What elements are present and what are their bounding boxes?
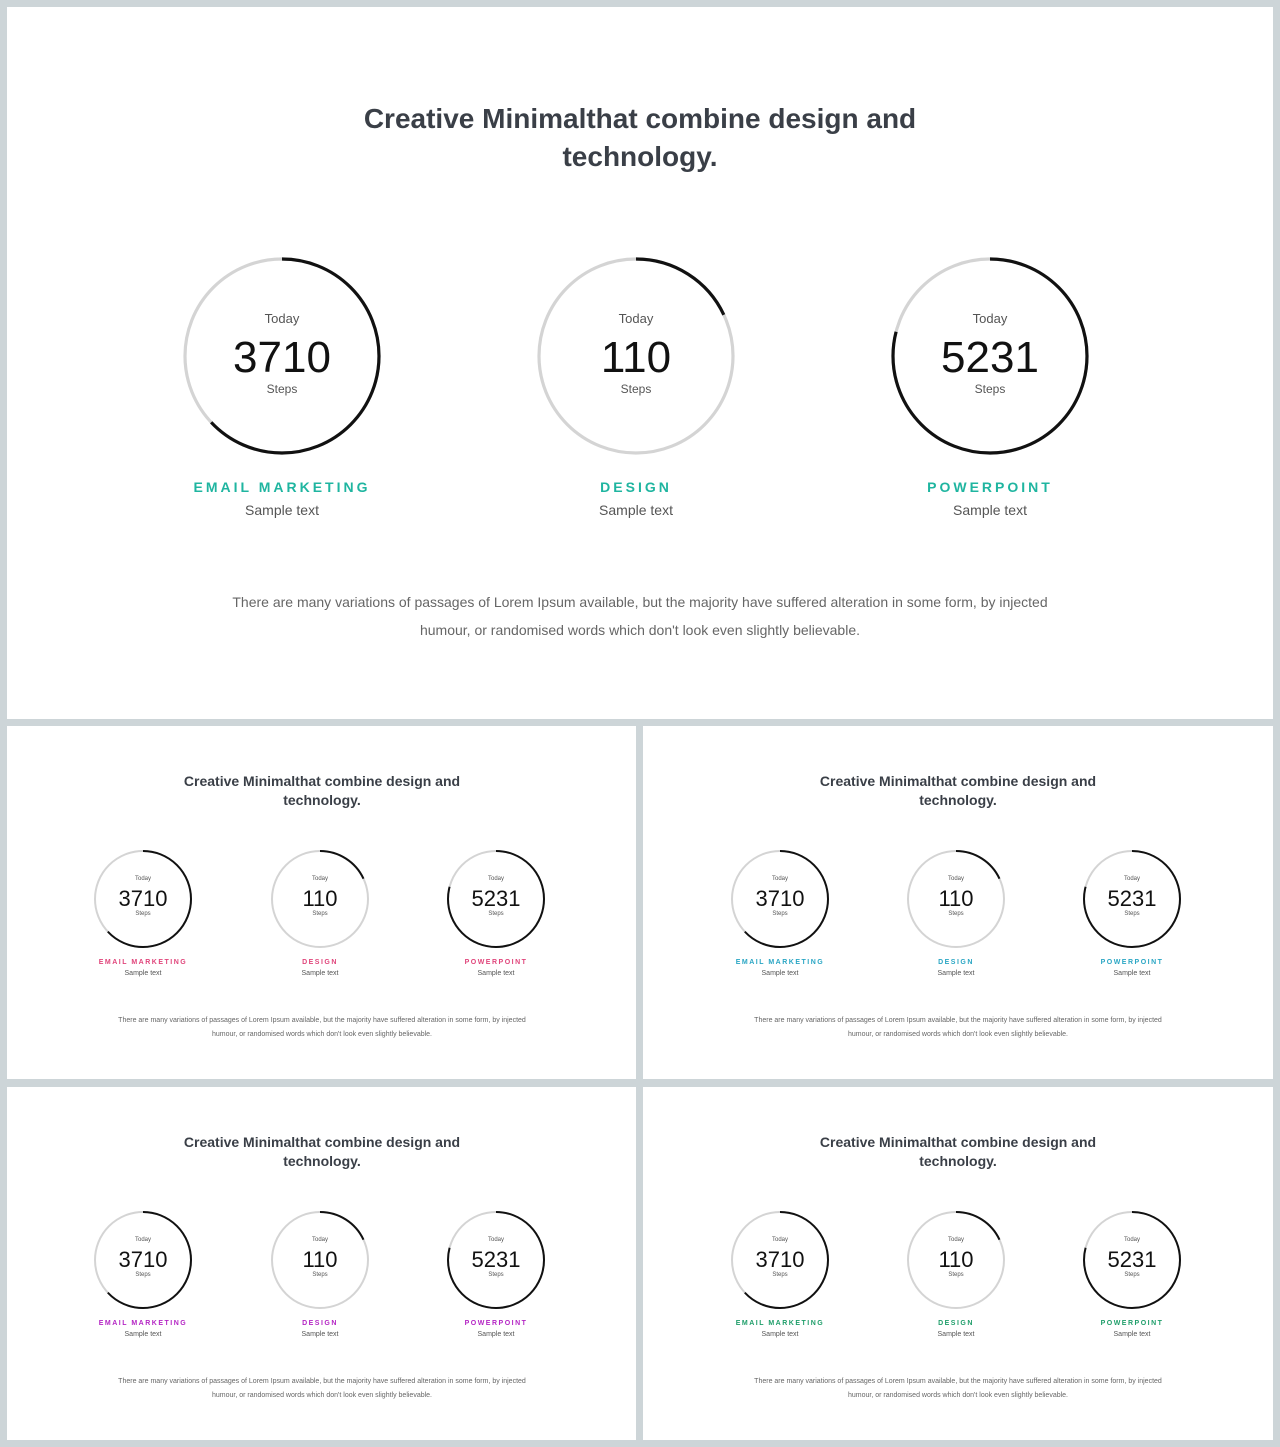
stat-sample-text: Sample text	[245, 502, 319, 518]
stat-sample-text: Sample text	[937, 970, 975, 977]
stat-sample-text: Sample text	[937, 1331, 975, 1338]
stat-value: 110	[600, 333, 672, 382]
stat-value: 5231	[1107, 1247, 1157, 1272]
stat-sample-text: Sample text	[761, 1331, 799, 1338]
stat-email-marketing	[93, 849, 193, 984]
stat-sample-text: Sample text	[124, 970, 162, 977]
stat-category: DESIGN	[938, 1320, 974, 1327]
stat-powerpoint	[446, 849, 546, 984]
stat-unit-label: Steps	[948, 911, 964, 917]
stat-unit-label: Steps	[488, 911, 504, 917]
stat-sample-text: Sample text	[301, 970, 339, 977]
stat-unit-label: Steps	[135, 911, 151, 917]
stat-period-label: Today	[947, 876, 964, 882]
stat-value: 3710	[233, 333, 331, 382]
stat-powerpoint	[890, 256, 1090, 526]
stat-unit-label: Steps	[135, 1272, 151, 1278]
stat-category: POWERPOINT	[464, 1320, 528, 1327]
stat-category: EMAIL MARKETING	[193, 479, 371, 495]
stat-design	[906, 1210, 1006, 1345]
slide-title-line: Creative Minimalthat combine design and	[819, 1134, 1097, 1150]
stat-design	[270, 1210, 370, 1345]
slide-title	[107, 1133, 537, 1171]
stat-sample-text: Sample text	[599, 502, 673, 518]
stat-period-label: Today	[618, 311, 654, 326]
body-text-line: humour, or randomised words which don't look even slightly believable.	[211, 1031, 432, 1038]
stat-value: 110	[302, 886, 338, 911]
stat-period-label: Today	[947, 1237, 964, 1243]
stat-powerpoint	[446, 1210, 546, 1345]
slide-title-line: technology.	[919, 1153, 997, 1169]
stat-unit-label: Steps	[312, 911, 328, 917]
stat-period-label: Today	[1123, 876, 1140, 882]
stat-value: 110	[302, 1247, 338, 1272]
stat-category: POWERPOINT	[1100, 1320, 1164, 1327]
stat-sample-text: Sample text	[1113, 970, 1151, 977]
stat-sample-text: Sample text	[1113, 1331, 1151, 1338]
slide-title	[290, 100, 990, 176]
stat-value: 5231	[941, 333, 1039, 382]
stat-unit-label: Steps	[1124, 1272, 1140, 1278]
stat-period-label: Today	[134, 1237, 151, 1243]
body-text-line: humour, or randomised words which don't look even slightly believable.	[847, 1392, 1068, 1399]
slide-thumbnail-green[interactable]	[643, 1087, 1273, 1440]
body-text-line: humour, or randomised words which don't look even slightly believable.	[419, 622, 861, 638]
stat-category: DESIGN	[600, 479, 672, 495]
stat-value: 5231	[471, 886, 521, 911]
body-text-line: There are many variations of passages of Lorem Ipsum available, but the majority have suffered alteration in some form, by injected	[118, 1017, 526, 1024]
slide-thumbnail-teal[interactable]	[643, 726, 1273, 1079]
stat-category: EMAIL MARKETING	[735, 1320, 825, 1327]
stat-period-label: Today	[311, 1237, 328, 1243]
stat-period-label: Today	[771, 1237, 788, 1243]
slide-body-text	[97, 1375, 547, 1403]
stat-unit-label: Steps	[772, 911, 788, 917]
slide-body-text	[733, 1014, 1183, 1042]
stat-sample-text: Sample text	[301, 1331, 339, 1338]
slide-title-line: technology.	[919, 792, 997, 808]
stat-category: DESIGN	[302, 1320, 338, 1327]
stat-category: DESIGN	[938, 959, 974, 966]
stat-unit-label: Steps	[488, 1272, 504, 1278]
stat-value: 5231	[471, 1247, 521, 1272]
slide-main[interactable]	[7, 7, 1273, 719]
stat-category: DESIGN	[302, 959, 338, 966]
body-text-line: There are many variations of passages of Lorem Ipsum available, but the majority have suffered alteration in some form, by injected	[754, 1017, 1162, 1024]
body-text-line: There are many variations of passages of Lorem Ipsum available, but the majority have suffered alteration in some form, by injected	[118, 1378, 526, 1385]
stat-sample-text: Sample text	[477, 1331, 515, 1338]
body-text-line: humour, or randomised words which don't look even slightly believable.	[211, 1392, 432, 1399]
slide-title-line: Creative Minimalthat combine design and	[819, 773, 1097, 789]
stat-email-marketing	[730, 1210, 830, 1345]
slide-title-line: technology.	[562, 141, 718, 172]
stat-category: POWERPOINT	[927, 479, 1053, 495]
stat-unit-label: Steps	[948, 1272, 964, 1278]
stat-design	[270, 849, 370, 984]
stat-unit-label: Steps	[312, 1272, 328, 1278]
stat-sample-text: Sample text	[477, 970, 515, 977]
stat-unit-label: Steps	[974, 382, 1006, 396]
stat-value: 110	[938, 1247, 974, 1272]
stat-unit-label: Steps	[772, 1272, 788, 1278]
stat-unit-label: Steps	[266, 382, 298, 396]
body-text-line: humour, or randomised words which don't look even slightly believable.	[847, 1031, 1068, 1038]
stat-period-label: Today	[264, 311, 300, 326]
stat-period-label: Today	[1123, 1237, 1140, 1243]
stat-sample-text: Sample text	[124, 1331, 162, 1338]
stat-value: 3710	[118, 886, 168, 911]
slide-title-line: Creative Minimalthat combine design and	[183, 773, 461, 789]
slide-title	[107, 772, 537, 810]
slide-body-text	[733, 1375, 1183, 1403]
stat-value: 3710	[755, 886, 805, 911]
stat-sample-text: Sample text	[761, 970, 799, 977]
stat-category: POWERPOINT	[1100, 959, 1164, 966]
body-text-line: There are many variations of passages of Lorem Ipsum available, but the majority have suffered alteration in some form, by injected	[754, 1378, 1162, 1385]
slide-title-line: Creative Minimalthat combine design and	[363, 103, 917, 134]
stat-category: POWERPOINT	[464, 959, 528, 966]
stat-period-label: Today	[487, 876, 504, 882]
stat-period-label: Today	[972, 311, 1008, 326]
stat-period-label: Today	[311, 876, 328, 882]
stat-unit-label: Steps	[1124, 911, 1140, 917]
stat-category: EMAIL MARKETING	[98, 1320, 188, 1327]
slide-title	[743, 1133, 1173, 1171]
stat-value: 110	[938, 886, 974, 911]
slide-thumbnail-pink[interactable]	[7, 726, 636, 1079]
stat-email-marketing	[730, 849, 830, 984]
stat-value: 3710	[118, 1247, 168, 1272]
slide-title-line: technology.	[283, 792, 361, 808]
stat-period-label: Today	[487, 1237, 504, 1243]
stat-powerpoint	[1082, 1210, 1182, 1345]
slide-title-line: technology.	[283, 1153, 361, 1169]
stat-unit-label: Steps	[620, 382, 652, 396]
slide-body-text	[187, 588, 1093, 644]
stat-period-label: Today	[134, 876, 151, 882]
stat-design	[906, 849, 1006, 984]
stat-category: EMAIL MARKETING	[735, 959, 825, 966]
slide-body-text	[97, 1014, 547, 1042]
body-text-line: There are many variations of passages of Lorem Ipsum available, but the majority have suffered alteration in some form, by injected	[232, 594, 1048, 610]
stat-value: 3710	[755, 1247, 805, 1272]
stat-powerpoint	[1082, 849, 1182, 984]
stat-period-label: Today	[771, 876, 788, 882]
stat-sample-text: Sample text	[953, 502, 1027, 518]
stat-email-marketing	[93, 1210, 193, 1345]
stat-category: EMAIL MARKETING	[98, 959, 188, 966]
stat-design	[536, 256, 736, 526]
slide-thumbnail-purple[interactable]	[7, 1087, 636, 1440]
slide-title-line: Creative Minimalthat combine design and	[183, 1134, 461, 1150]
slide-title	[743, 772, 1173, 810]
stat-email-marketing	[182, 256, 382, 526]
stat-value: 5231	[1107, 886, 1157, 911]
